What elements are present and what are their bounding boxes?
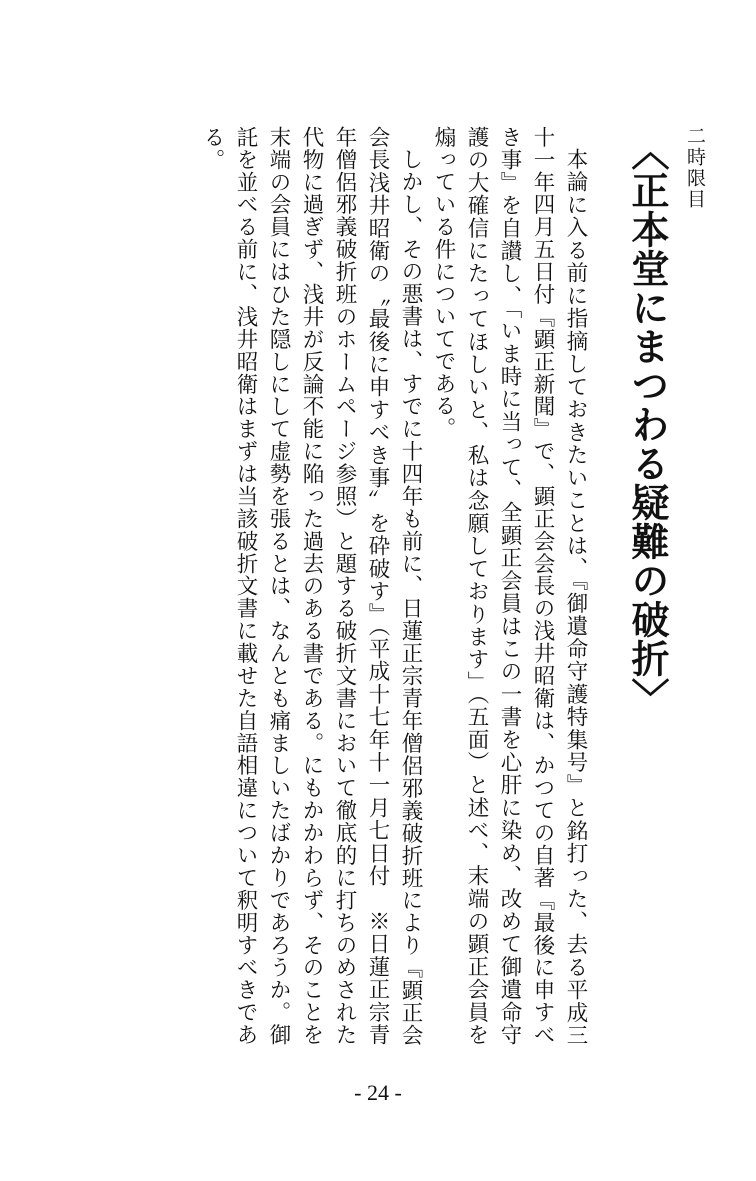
page-number: - 24 - [354, 1080, 402, 1105]
paragraph-1: 本論に入る前に指摘しておきたいことは、『御遺命守護特集号』と銘打った、去る平成三十一年四月五日付『顕正新聞』で、顕正会会長の浅井昭衛は、かつての自著『最後に申すべき事』を自讃し、「いま時に当って、全顕正会員はこの一書を心肝に染め、改めて御遺命守護の大確信にたってほしいと、私は念願しております」（五面）と述べ、末端の顕正会員を煽っている件についてである。 [431, 126, 588, 1046]
paragraph-2: しかし、その悪書は、すでに十四年も前に、日蓮正宗青年僧侶邪義破折班により『顕正会会長浅井昭衛の〝最後に申すべき事〟を砕破す』（平成十七年十一月七日付 ※日蓮正宗青年僧侶邪義破折班のホームページ参照）と題する破折文書において徹底的に打ちのめされた代物に過ぎず、浅井が反論不能に陥った過去のある書である。にもかかわらず、そのことを末端の会員にはひた隠しにして虚勢を張るとは、なんとも痛ましいたばかりであろうか。御託を並べる前に、浅井昭衛はまずは当該破折文書に載せた自語相違について釈明すべきである。 [200, 126, 423, 1046]
section-title: 〈正本堂にまつわる疑難の破折〉 [625, 132, 669, 717]
vertical-text-block [196, 126, 712, 1046]
section-label: 二時限目 [684, 126, 706, 210]
